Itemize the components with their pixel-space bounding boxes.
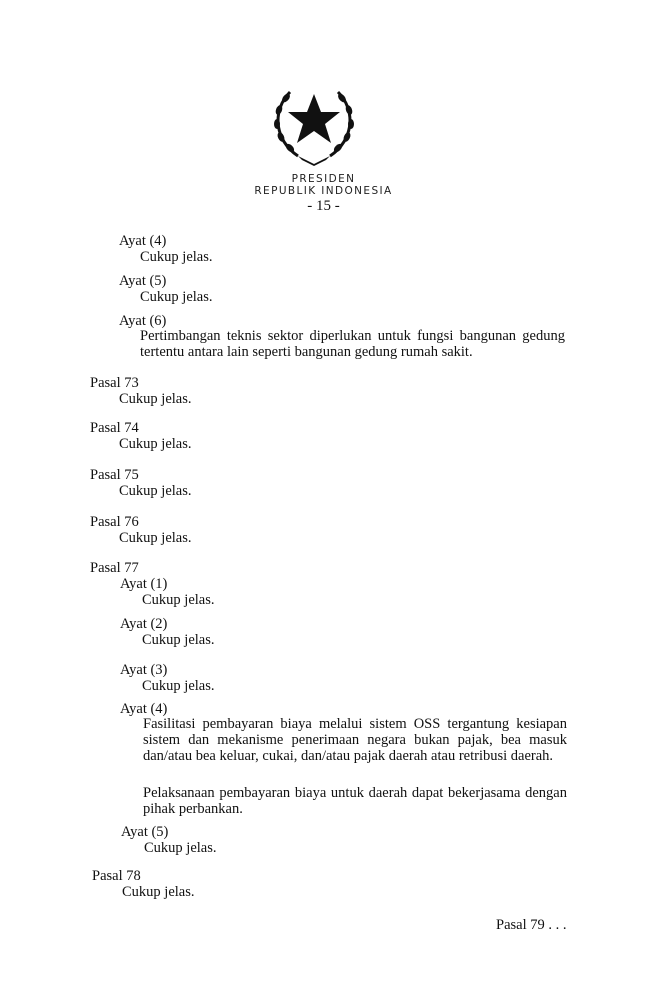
page-number: - 15 - [307,198,340,214]
ayat-heading: Ayat (4) [120,701,168,717]
ayat-text: Cukup jelas. [142,678,215,694]
pasal-text: Cukup jelas. [122,884,195,900]
pasal-heading: Pasal 74 [90,420,139,436]
pasal-heading: Pasal 76 [90,514,139,530]
pasal-text: Cukup jelas. [119,436,192,452]
ayat-heading: Ayat (2) [120,616,168,632]
ayat-heading: Ayat (3) [120,662,168,678]
header-subtitle: REPUBLIK INDONESIA [254,185,393,197]
pasal-text: Cukup jelas. [119,391,192,407]
garuda-emblem-icon [268,74,360,166]
ayat-paragraph: Fasilitasi pembayaran biaya melalui sistem OSS tergantung kesiapan sistem dan mekanisme penerimaan negara bukan pajak, bea masuk dan/atau bea keluar, cukai, dan/atau pajak daerah atau retribusi daerah. [143,716,567,764]
pasal-heading: Pasal 75 [90,467,139,483]
ayat-text: Cukup jelas. [140,249,213,265]
ayat-text: Cukup jelas. [142,592,215,608]
ayat-heading: Ayat (1) [120,576,168,592]
next-page-catchword: Pasal 79 . . . [496,917,567,933]
ayat-text: Cukup jelas. [144,840,217,856]
pasal-heading: Pasal 77 [90,560,139,576]
pasal-text: Cukup jelas. [119,483,192,499]
ayat-text: Cukup jelas. [142,632,215,648]
ayat-heading: Ayat (5) [119,273,167,289]
ayat-paragraph: Pelaksanaan pembayaran biaya untuk daerah dapat bekerjasama dengan pihak perbankan. [143,785,567,817]
ayat-heading: Ayat (6) [119,313,167,329]
pasal-heading: Pasal 73 [90,375,139,391]
ayat-text: Cukup jelas. [140,289,213,305]
ayat-heading: Ayat (5) [121,824,169,840]
pasal-text: Cukup jelas. [119,530,192,546]
header-title: PRESIDEN [291,173,356,185]
ayat-heading: Ayat (4) [119,233,167,249]
ayat-paragraph: Pertimbangan teknis sektor diperlukan untuk fungsi bangunan gedung tertentu antara lain seperti bangunan gedung rumah sakit. [140,328,565,360]
pasal-heading: Pasal 78 [92,868,141,884]
